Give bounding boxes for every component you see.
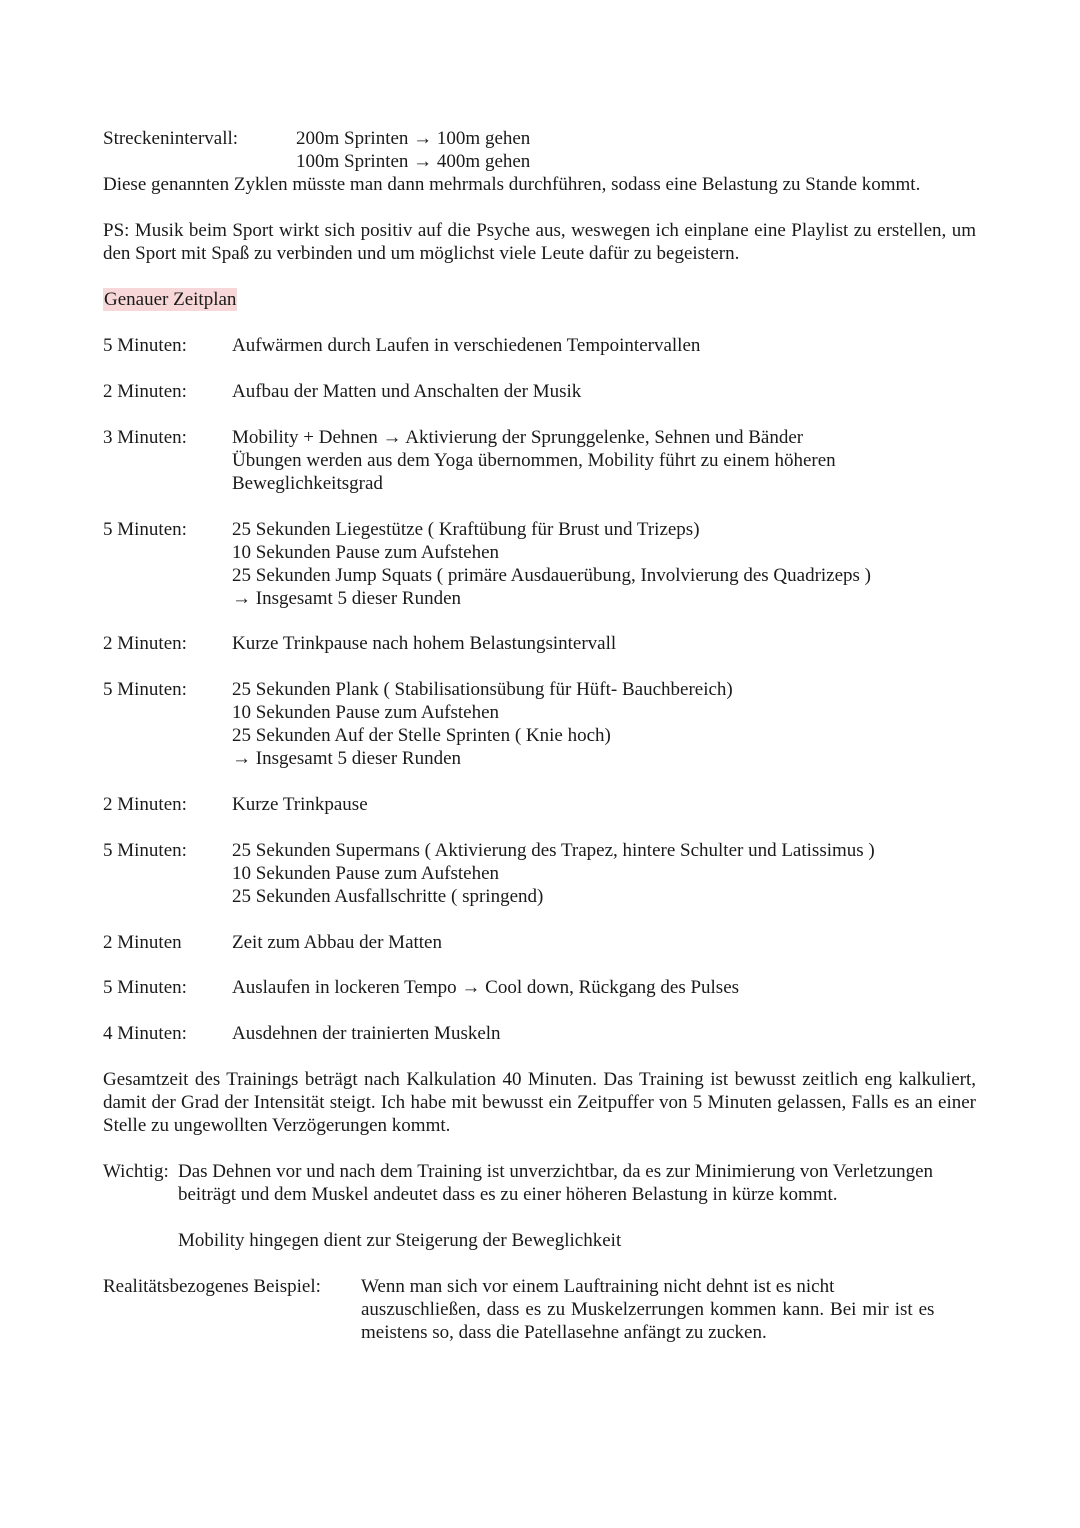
activity-line: 25 Sekunden Liegestütze ( Kraftübung für Brust und Trizeps) [232,519,700,540]
activity-line: 25 Sekunden Jump Squats ( primäre Ausdauerübung, Involvierung des Quadrizeps ) [232,565,872,586]
activity-line: Übungen werden aus dem Yoga übernommen, Mobility führt zu einem höheren [232,450,836,471]
schedule-time: 2 Minuten: [103,794,187,815]
schedule-activity [232,931,442,954]
activity-line: Aufwärmen durch Laufen in verschiedenen Tempointervallen [232,335,701,356]
schedule-activity [232,380,581,403]
schedule-activity [232,632,616,655]
important-line-1: Das Dehnen vor und nach dem Training ist unverzichtbar, da es zur Minimierung von Verletzungen [178,1161,934,1182]
activity-line: Beweglichkeitsgrad [232,473,383,494]
schedule-activity [232,976,739,999]
interval-label: Streckenintervall: [103,128,239,149]
schedule-activity [232,518,871,610]
schedule-activity [232,426,836,495]
schedule-time: 4 Minuten: [103,1023,187,1044]
important-line-2: beiträgt und dem Muskel andeutet dass es zu einer höheren Belastung in kürze kommt. [178,1184,838,1205]
activity-line: 25 Sekunden Plank ( Stabilisationsübung für Hüft- Bauchbereich) [232,679,733,700]
example-line-3: meistens so, dass die Patellasehne anfängt zu zucken. [361,1322,767,1343]
schedule-heading [103,288,237,311]
activity-line: → Insgesamt 5 dieser Runden [232,748,462,769]
activity-line: 10 Sekunden Pause zum Aufstehen [232,542,500,563]
example-line-2: auszuschließen, dass es zu Muskelzerrungen kommen kann. Bei mir ist es [361,1299,935,1320]
schedule-time: 5 Minuten: [103,519,187,540]
schedule-time: 5 Minuten: [103,679,187,700]
schedule-time: 2 Minuten: [103,633,187,654]
schedule-activity [232,793,368,816]
activity-line: Mobility + Dehnen → Aktivierung der Sprunggelenke, Sehnen und Bänder [232,427,804,448]
schedule-time: 2 Minuten: [103,381,187,402]
activity-line: 10 Sekunden Pause zum Aufstehen [232,863,500,884]
cycles-note: Diese genannten Zyklen müsste man dann mehrmals durchführen, sodass eine Belastung zu Stande kommt. [103,174,921,195]
interval-line-1: 200m Sprinten → 100m gehen [296,128,531,149]
ps-note: PS: Musik beim Sport wirkt sich positiv auf die Psyche aus, weswegen ich einplane eine Playlist zu erstellen, um den Sport mit Spaß zu verbinden und um möglichst viele Leute dafür zu begeistern. [103,220,976,264]
schedule-activity [232,334,700,357]
mobility-note: Mobility hingegen dient zur Steigerung der Beweglichkeit [178,1230,622,1251]
schedule-activity [232,1022,501,1045]
activity-line: Zeit zum Abbau der Matten [232,932,442,953]
schedule-time: 3 Minuten: [103,427,187,448]
schedule-time: 5 Minuten: [103,335,187,356]
activity-line: 25 Sekunden Supermans ( Aktivierung des Trapez, hintere Schulter und Latissimus ) [232,840,875,861]
schedule-time: 2 Minuten [103,932,182,953]
schedule-activity [232,678,733,770]
interval-line-2: 100m Sprinten → 400m gehen [296,151,531,172]
activity-line: Aufbau der Matten und Anschalten der Musik [232,381,582,402]
schedule-activity [232,839,875,908]
important-label: Wichtig: [103,1161,169,1182]
activity-line: 10 Sekunden Pause zum Aufstehen [232,702,500,723]
total-note: Gesamtzeit des Trainings beträgt nach Kalkulation 40 Minuten. Das Training ist bewusst zeitlich eng kalkuliert, damit der Grad der Intensität steigt. Ich habe mit bewusst ein Zeitpuffer von 5 Minuten gelassen, Falls es an einer Stelle zu ungewollten Verzögerungen kommt. [103,1069,976,1136]
example-label: Realitätsbezogenes Beispiel: [103,1276,321,1297]
schedule-time: 5 Minuten: [103,977,187,998]
schedule-heading-text: Genauer Zeitplan [104,289,237,310]
activity-line: Auslaufen in lockeren Tempo → Cool down, Rückgang des Pulses [232,977,740,998]
activity-line: Kurze Trinkpause nach hohem Belastungsintervall [232,633,617,654]
schedule-time: 5 Minuten: [103,840,187,861]
activity-line: 25 Sekunden Auf der Stelle Sprinten ( Knie hoch) [232,725,611,746]
example-line-1: Wenn man sich vor einem Lauftraining nicht dehnt ist es nicht [361,1276,835,1297]
activity-line: → Insgesamt 5 dieser Runden [232,588,462,609]
activity-line: 25 Sekunden Ausfallschritte ( springend) [232,886,544,907]
activity-line: Ausdehnen der trainierten Muskeln [232,1023,501,1044]
activity-line: Kurze Trinkpause [232,794,368,815]
